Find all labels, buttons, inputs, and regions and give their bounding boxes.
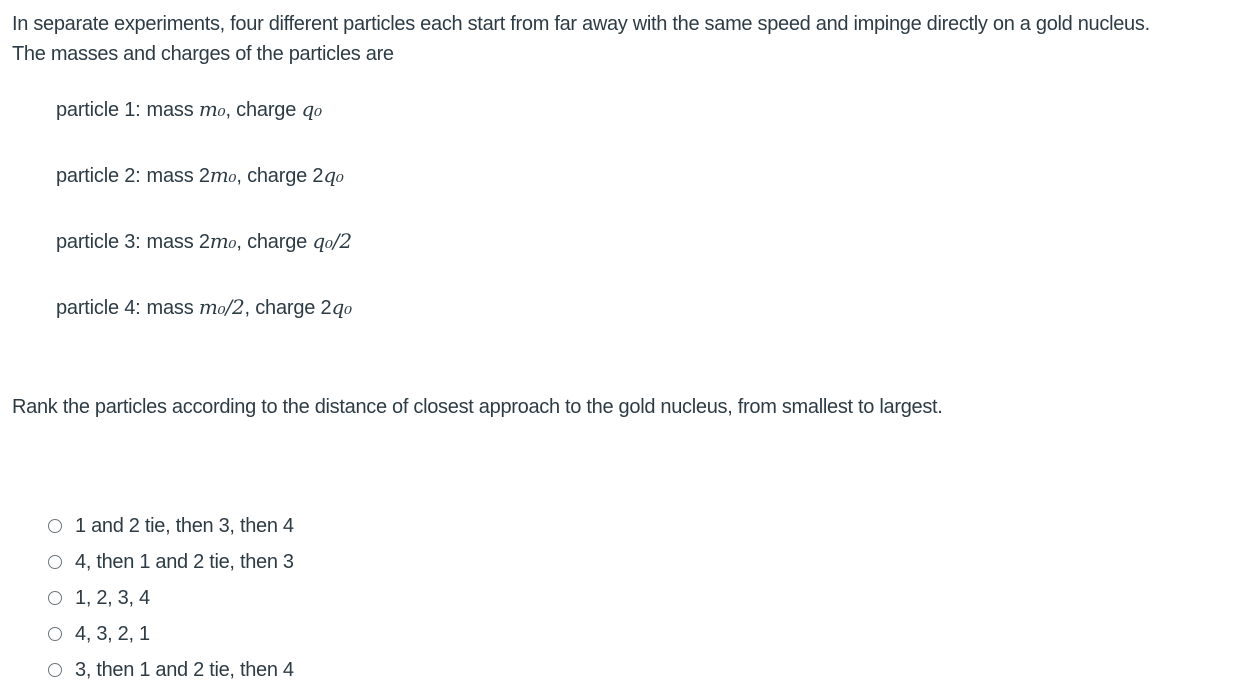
mass-value: m₀/2 <box>198 295 245 319</box>
mass-prefix: mass <box>146 99 194 121</box>
radio-button[interactable] <box>48 555 62 569</box>
particle-label: particle 1: <box>56 99 141 121</box>
ranking-question: Rank the particles according to the distance of closest approach to the gold nucleus, from smallest to largest. <box>12 396 943 418</box>
answer-options <box>46 508 294 688</box>
particle-label: particle 2: <box>56 165 141 187</box>
charge-prefix: , charge <box>236 231 308 253</box>
answer-option-2[interactable] <box>46 544 294 580</box>
answer-option-1[interactable] <box>46 508 294 544</box>
charge-value: q₀/2 <box>312 229 352 253</box>
charge-prefix: , charge <box>225 99 297 121</box>
particle-item-1 <box>56 94 352 160</box>
radio-button[interactable] <box>48 627 62 641</box>
intro-line-2: The masses and charges of the particles are <box>12 43 394 65</box>
mass-prefix: mass 2 <box>146 165 210 187</box>
particle-label: particle 4: <box>56 297 141 319</box>
mass-value: m₀ <box>209 163 237 187</box>
particle-label: particle 3: <box>56 231 141 253</box>
answer-option-label[interactable]: 1 and 2 tie, then 3, then 4 <box>75 515 294 537</box>
question-intro <box>12 9 1256 69</box>
particle-list <box>56 94 352 358</box>
radio-button[interactable] <box>48 591 62 605</box>
intro-line-1: In separate experiments, four different particles each start from far away with the same speed and impinge directly on a gold nucleus. <box>12 13 1150 35</box>
particle-item-4 <box>56 292 352 358</box>
answer-option-4[interactable] <box>46 616 294 652</box>
answer-option-5[interactable] <box>46 652 294 688</box>
particle-item-3 <box>56 226 352 292</box>
charge-value: q₀ <box>331 295 352 319</box>
radio-button[interactable] <box>48 519 62 533</box>
mass-prefix: mass 2 <box>146 231 210 253</box>
charge-value: q₀ <box>323 163 344 187</box>
particle-item-2 <box>56 160 352 226</box>
charge-prefix: , charge 2 <box>236 165 324 187</box>
answer-option-label[interactable]: 1, 2, 3, 4 <box>75 587 150 609</box>
answer-option-label[interactable]: 3, then 1 and 2 tie, then 4 <box>75 659 294 681</box>
answer-option-label[interactable]: 4, 3, 2, 1 <box>75 623 150 645</box>
charge-value: q₀ <box>301 97 322 121</box>
mass-value: m₀ <box>198 97 226 121</box>
mass-prefix: mass <box>146 297 194 319</box>
answer-option-label[interactable]: 4, then 1 and 2 tie, then 3 <box>75 551 294 573</box>
radio-button[interactable] <box>48 663 62 677</box>
charge-prefix: , charge 2 <box>244 297 332 319</box>
answer-option-3[interactable] <box>46 580 294 616</box>
mass-value: m₀ <box>209 229 237 253</box>
